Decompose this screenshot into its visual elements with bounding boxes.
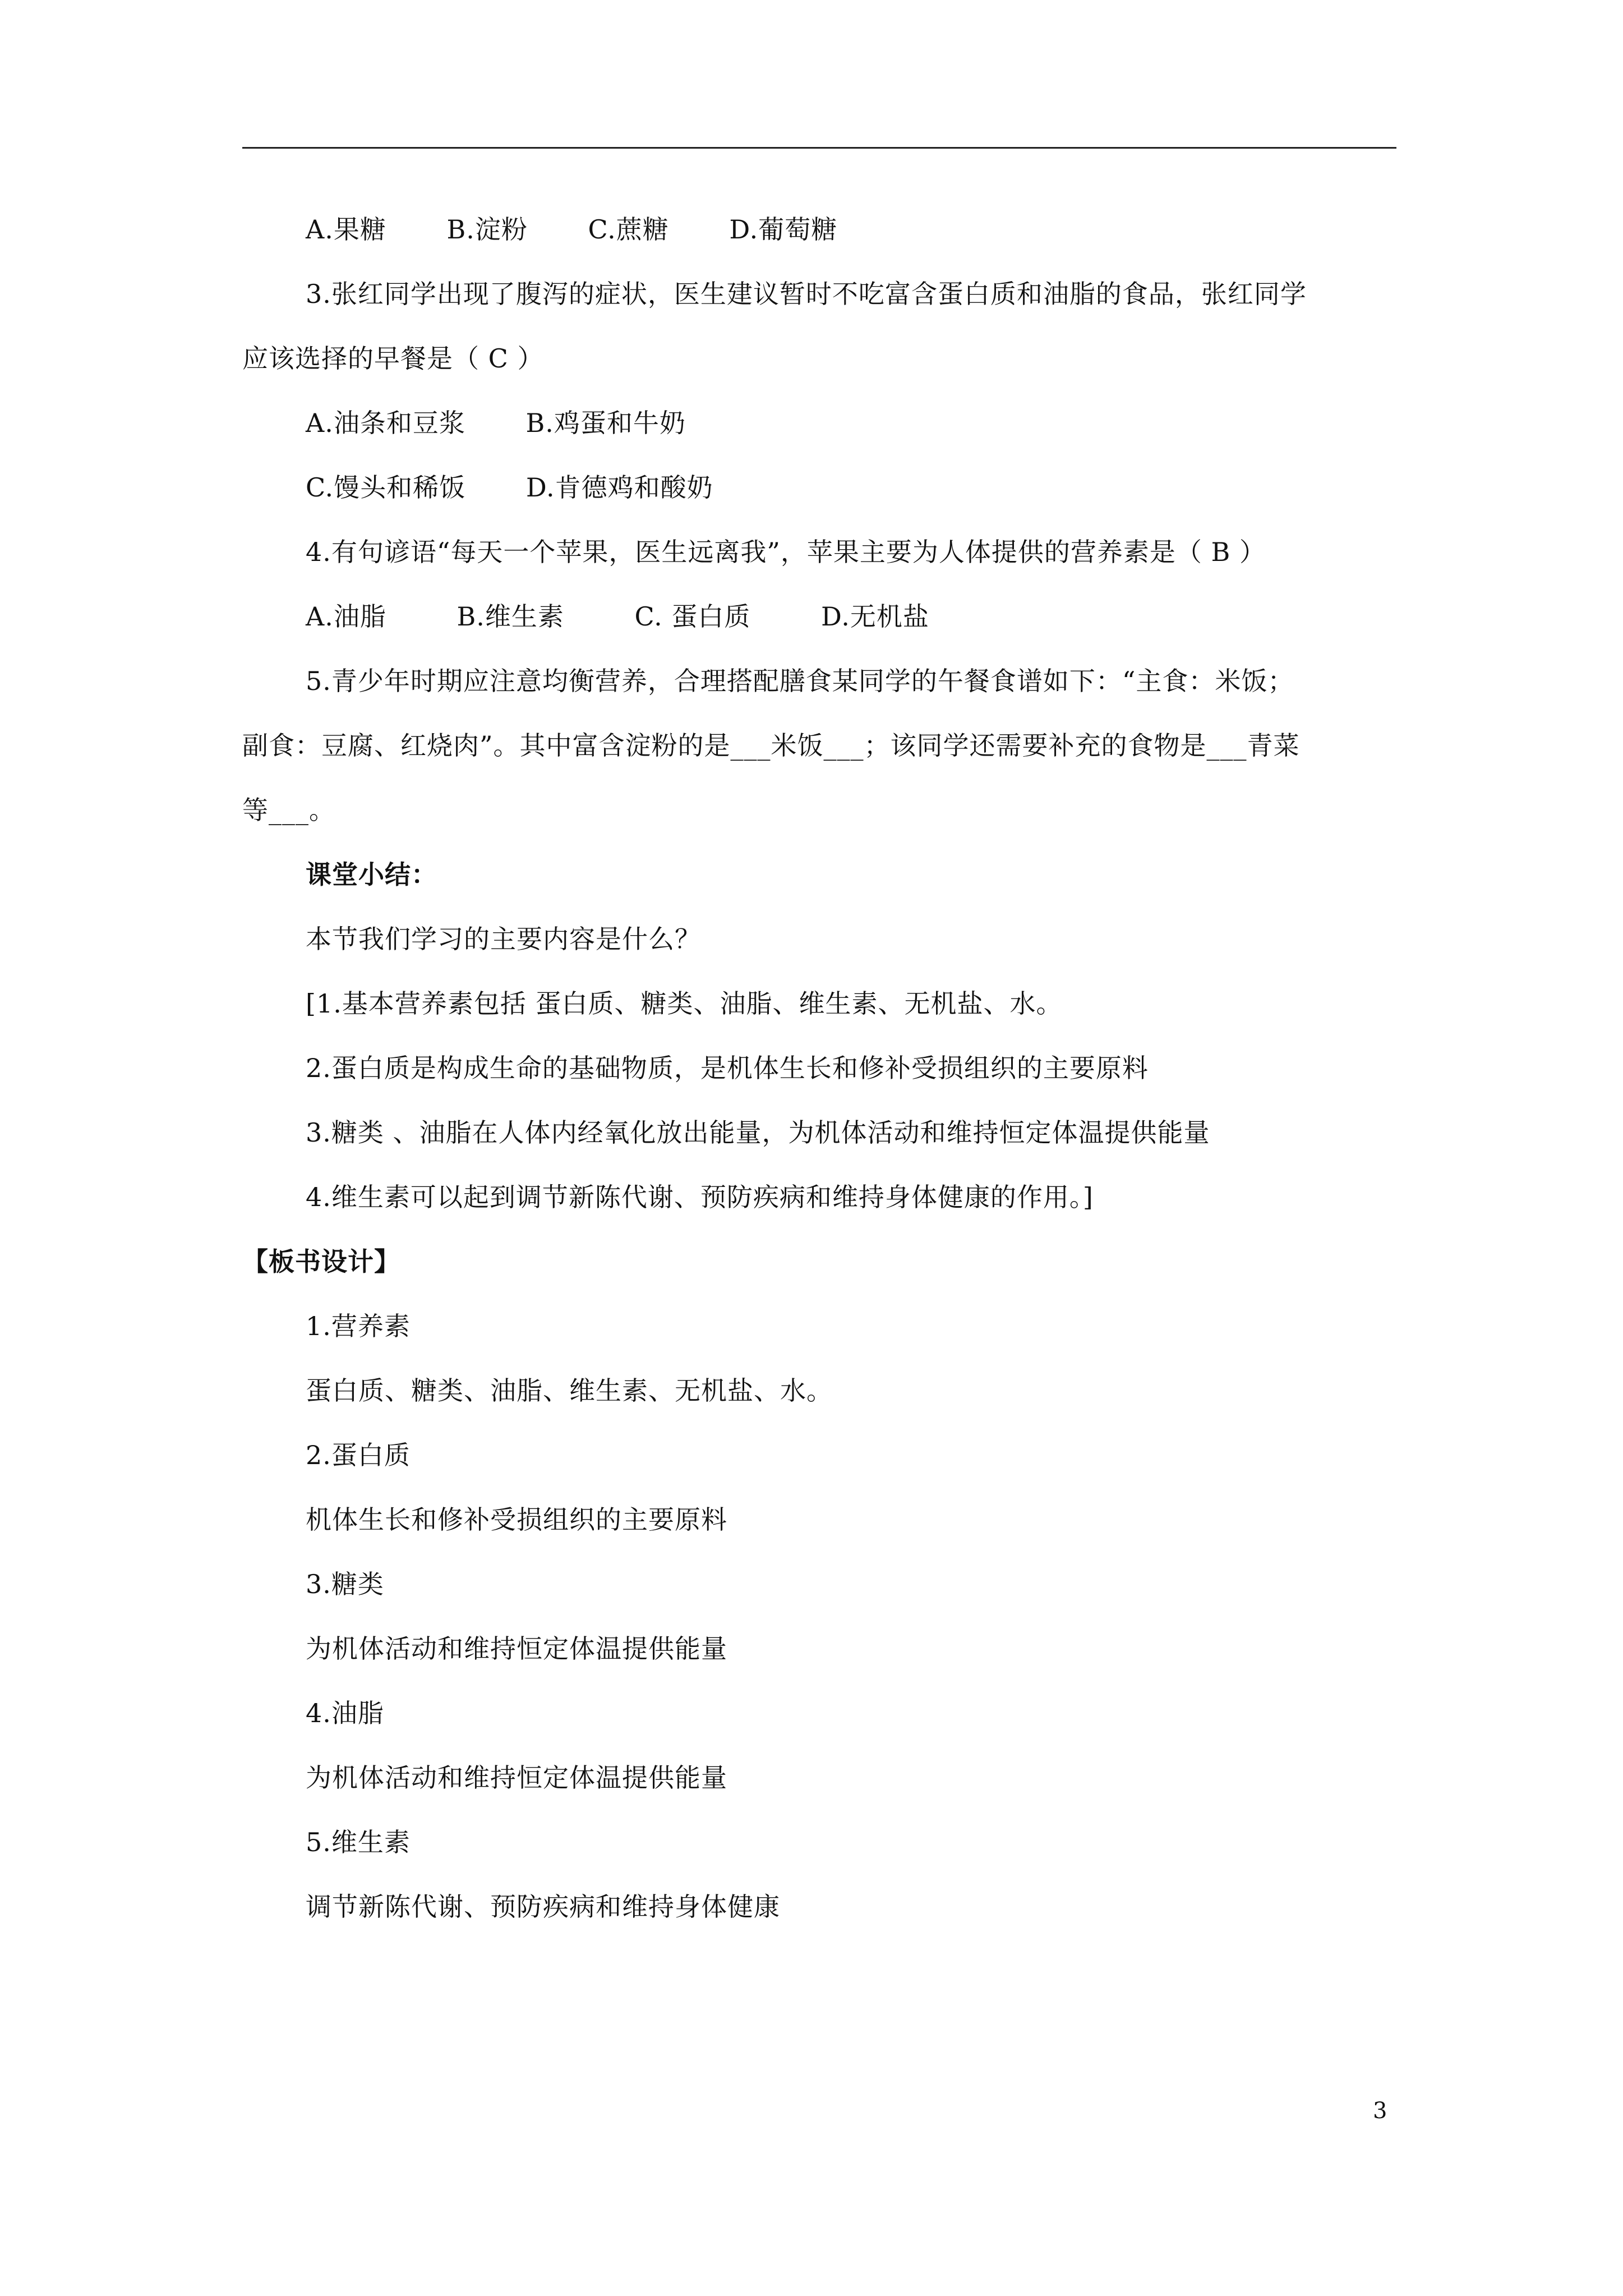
q3-options-row-1 [306, 406, 686, 440]
q5-line-1: 5.青少年时期应注意均衡营养，合理搭配膳食某同学的午餐食谱如下：“主食：米饭； [306, 666, 1294, 696]
summary-heading: 课堂小结： [306, 859, 437, 890]
board-item-5-desc: 调节新陈代谢、预防疾病和维持身体健康 [306, 1892, 780, 1922]
q4-line-1: 4.有句谚语“每天一个苹果，医生远离我”，苹果主要为人体提供的营养素是（ B ） [306, 537, 1266, 567]
board-item-2-desc: 机体生长和修补受损组织的主要原料 [306, 1504, 727, 1535]
q4-option-b: B.维生素 [457, 601, 564, 632]
board-item-5-title: 5.维生素 [306, 1827, 411, 1857]
q3-line-2: 应该选择的早餐是（ C ） [242, 343, 544, 374]
q3-option-d: D.肯德鸡和酸奶 [525, 472, 713, 503]
q3-line-1: 3.张红同学出现了腹泻的症状，医生建议暂时不吃富含蛋白质和油脂的食品，张红同学 [306, 279, 1307, 309]
q5-line-2: 副食：豆腐、红烧肉”。其中富含淀粉的是___米饭___；该同学还需要补充的食物是___青菜 [242, 730, 1300, 761]
board-item-1-title: 1.营养素 [306, 1311, 411, 1341]
q5-line-3: 等___。 [242, 795, 335, 825]
board-item-1-desc: 蛋白质、糖类、油脂、维生素、无机盐、水。 [306, 1375, 833, 1406]
q4-options [306, 600, 929, 633]
summary-point-3: 3.糖类 、油脂在人体内经氧化放出能量，为机体活动和维持恒定体温提供能量 [306, 1117, 1210, 1148]
summary-point-1: [1.基本营养素包括 蛋白质、糖类、油脂、维生素、无机盐、水。 [306, 988, 1063, 1019]
board-heading: 【板书设计】 [242, 1246, 400, 1277]
q2-option-a: A.果糖 [306, 214, 386, 245]
summary-question: 本节我们学习的主要内容是什么？ [306, 924, 701, 954]
q3-option-c: C.馒头和稀饭 [306, 472, 466, 503]
page-number: 3 [1373, 2098, 1387, 2124]
q2-option-d: D.葡萄糖 [729, 214, 838, 245]
q3-option-a: A.油条和豆浆 [306, 408, 465, 438]
q2-option-b: B.淀粉 [446, 214, 528, 245]
q4-option-d: D.无机盐 [820, 601, 929, 632]
summary-point-4: 4.维生素可以起到调节新陈代谢、预防疾病和维持身体健康的作用。] [306, 1182, 1094, 1212]
board-item-3-desc: 为机体活动和维持恒定体温提供能量 [306, 1634, 727, 1664]
board-item-3-title: 3.糖类 [306, 1569, 384, 1599]
q2-options [306, 213, 837, 246]
q4-option-a: A.油脂 [306, 601, 386, 632]
q2-option-c: C.蔗糖 [588, 214, 669, 245]
board-item-4-desc: 为机体活动和维持恒定体温提供能量 [306, 1763, 727, 1793]
header-rule [242, 147, 1396, 149]
board-item-4-title: 4.油脂 [306, 1698, 384, 1728]
summary-point-2: 2.蛋白质是构成生命的基础物质，是机体生长和修补受损组织的主要原料 [306, 1053, 1149, 1083]
q3-option-b: B.鸡蛋和牛奶 [525, 408, 686, 438]
q3-options-row-2 [306, 471, 713, 504]
q4-option-c: C. 蛋白质 [634, 601, 751, 632]
board-item-2-title: 2.蛋白质 [306, 1440, 411, 1470]
